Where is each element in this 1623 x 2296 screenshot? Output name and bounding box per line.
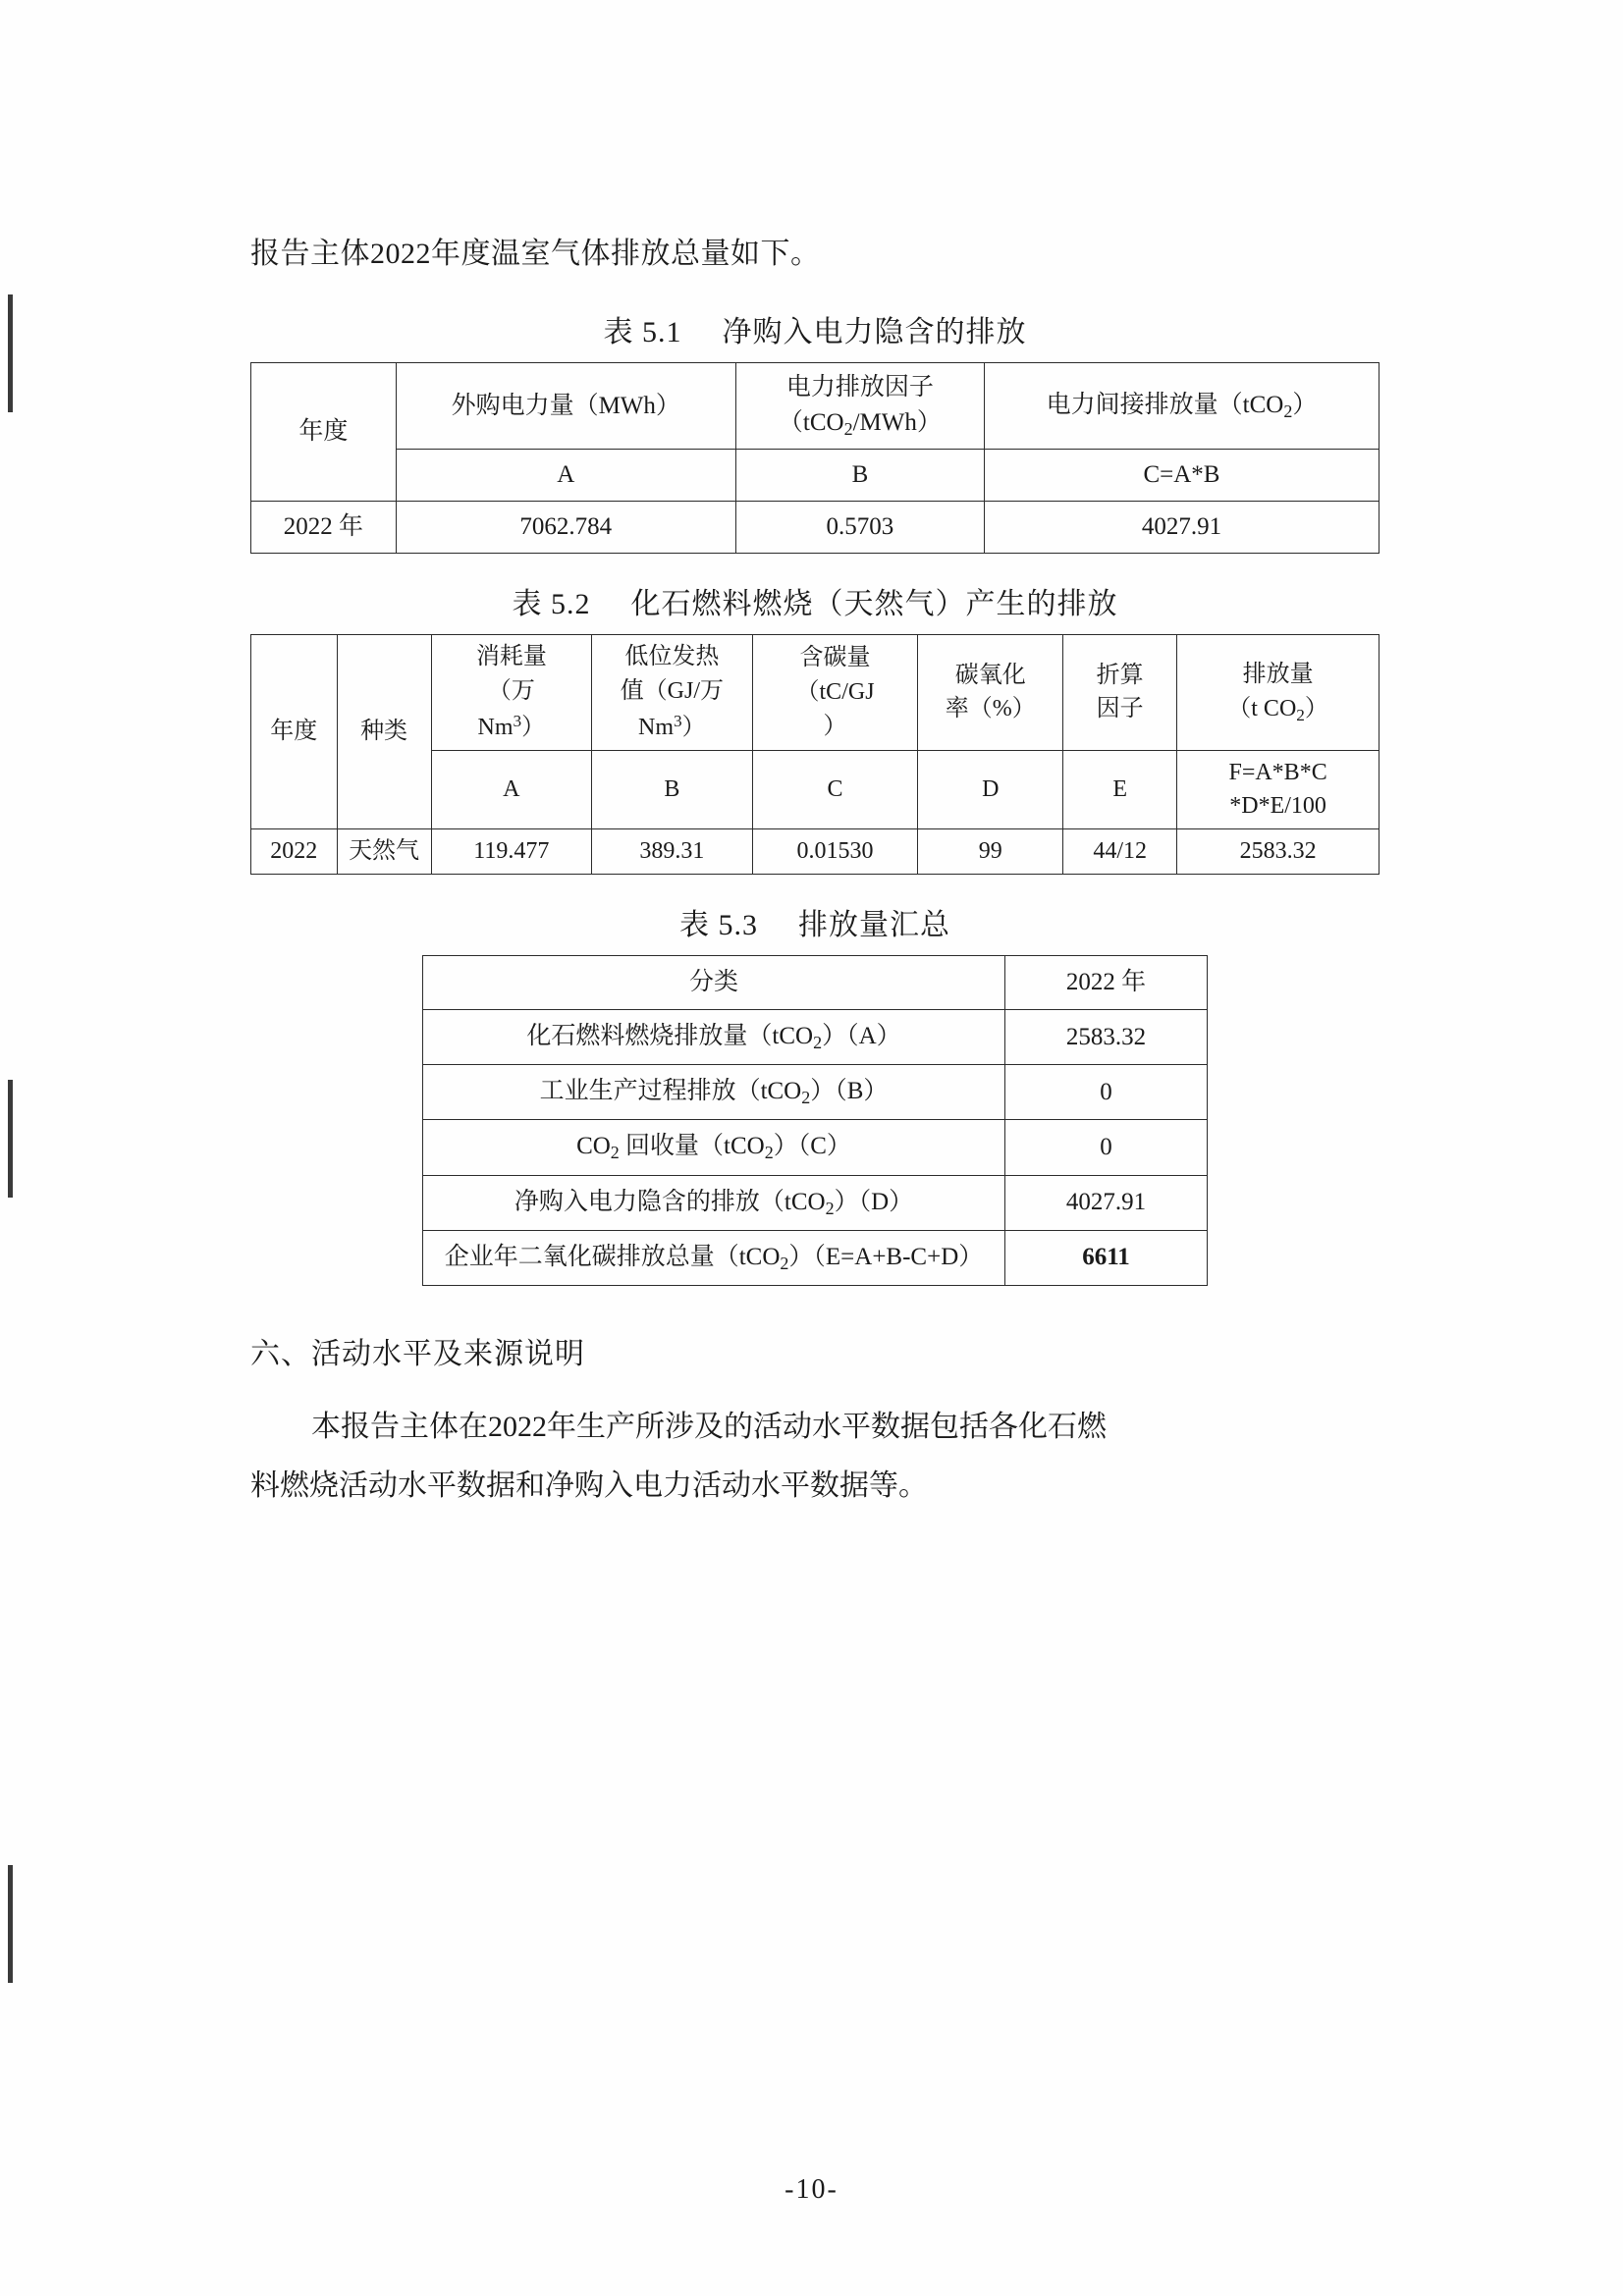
header-emission-factor-line2: （tCO$_2$/MWh） (778, 409, 942, 440)
cell-category: 净购入电力隐含的排放（tCO$_2$）（D） (423, 1175, 1005, 1230)
cell-value: 6611 (1005, 1230, 1208, 1285)
table-5-3-caption-title: 排放量汇总 (798, 908, 950, 941)
cell-purchased-electricity: 7062.784 (396, 502, 735, 554)
symbol-f-line2: *D*E/100 (1229, 793, 1326, 820)
page-edge-mark (8, 1865, 13, 1983)
cell-emission: 2583.32 (1177, 829, 1380, 875)
table-row (251, 635, 1380, 750)
symbol-c: C=A*B (984, 450, 1379, 502)
header-consumption: 消耗量 （万 Nm$^3$） (431, 635, 592, 750)
cell-value: 4027.91 (1005, 1175, 1208, 1230)
header-carbon-content: 含碳量 （tC/GJ ） (752, 635, 918, 750)
section-paragraph-line1: 本报告主体在2022年生产所涉及的活动水平数据包括各化石燃 (311, 1410, 1107, 1443)
cell-category: 工业生产过程排放（tCO$_2$）（B） (423, 1065, 1005, 1120)
header-year: 2022 年 (1005, 955, 1208, 1009)
table-5-2 (250, 634, 1380, 875)
symbol-e: E (1063, 750, 1177, 829)
cell-category: 化石燃料燃烧排放量（tCO$_2$）（A） (423, 1010, 1005, 1065)
table-row (251, 450, 1380, 502)
table-row (251, 502, 1380, 554)
header-purchased-electricity: 外购电力量（MWh） (396, 363, 735, 450)
header-oxidation-rate: 碳氧化 率（%） (918, 635, 1063, 750)
symbol-a: A (396, 450, 735, 502)
cell-year: 2022 (251, 829, 338, 875)
header-heat-value: 低位发热 值（GJ/万 Nm$^3$） (592, 635, 753, 750)
symbol-c: C (752, 750, 918, 829)
table-row (423, 1010, 1208, 1065)
table-5-2-caption-title: 化石燃料燃烧（天然气）产生的排放 (630, 588, 1118, 621)
table-5-1-caption (250, 307, 1380, 350)
page-number: -10- (784, 2174, 839, 2205)
header-emission: 排放量 （t $CO_2$） (1177, 635, 1380, 750)
table-5-1-caption-label: 表 5.1 (603, 316, 682, 348)
cell-carbon-content: 0.01530 (752, 829, 918, 875)
symbol-a: A (431, 750, 592, 829)
header-emission-factor-line1: 电力排放因子 (785, 374, 934, 400)
symbol-f (1177, 750, 1380, 829)
page-edge-mark (8, 1080, 13, 1198)
section-paragraph-line2: 料燃烧活动水平数据和净购入电力活动水平数据等。 (250, 1468, 928, 1502)
cell-oxidation-rate: 99 (918, 829, 1063, 875)
cell-category: 企业年二氧化碳排放总量（tCO$_2$）（E=A+B-C+D） (423, 1230, 1005, 1285)
table-5-3-caption (250, 900, 1380, 943)
table-5-1-caption-title: 净购入电力隐含的排放 (722, 316, 1027, 348)
table-row (251, 363, 1380, 450)
header-category: 分类 (423, 955, 1005, 1009)
header-conversion-factor: 折算 因子 (1063, 635, 1177, 750)
table-5-3-caption-label: 表 5.3 (679, 908, 758, 941)
table-row (251, 829, 1380, 875)
section-paragraph-cont (250, 1457, 1380, 1516)
header-kind: 种类 (337, 635, 431, 829)
cell-category: $CO_2$ 回收量（tCO$_2$）（C） (423, 1120, 1005, 1175)
header-year: 年度 (251, 635, 338, 829)
table-row (423, 1175, 1208, 1230)
cell-value: 2583.32 (1005, 1010, 1208, 1065)
cell-indirect-emission: 4027.91 (984, 502, 1379, 554)
table-5-3 (422, 955, 1208, 1286)
cell-emission-factor: 0.5703 (735, 502, 984, 554)
table-5-1 (250, 362, 1380, 554)
page-content (250, 226, 1380, 1516)
header-emission-factor (735, 363, 984, 450)
table-row (423, 1230, 1208, 1285)
table-5-2-caption-label: 表 5.2 (512, 588, 591, 621)
symbol-b: B (592, 750, 753, 829)
table-row (423, 1120, 1208, 1175)
cell-value: 0 (1005, 1120, 1208, 1175)
intro-paragraph: 报告主体2022年度温室气体排放总量如下。 (250, 238, 821, 270)
table-row (423, 955, 1208, 1009)
cell-consumption: 119.477 (431, 829, 592, 875)
header-indirect-emission: 电力间接排放量（tCO$_2$） (984, 363, 1379, 450)
cell-heat-value: 389.31 (592, 829, 753, 875)
section-paragraph (250, 1398, 1380, 1457)
section-heading: 六、活动水平及来源说明 (250, 1337, 585, 1370)
cell-conversion-factor: 44/12 (1063, 829, 1177, 875)
table-5-2-caption (250, 579, 1380, 622)
cell-value: 0 (1005, 1065, 1208, 1120)
cell-kind: 天然气 (337, 829, 431, 875)
cell-year: 2022 年 (251, 502, 397, 554)
page-edge-mark (8, 294, 13, 412)
symbol-f-line1: F=A*B*C (1228, 759, 1327, 785)
symbol-b: B (735, 450, 984, 502)
table-row (423, 1065, 1208, 1120)
header-year: 年度 (251, 363, 397, 502)
symbol-d: D (918, 750, 1063, 829)
